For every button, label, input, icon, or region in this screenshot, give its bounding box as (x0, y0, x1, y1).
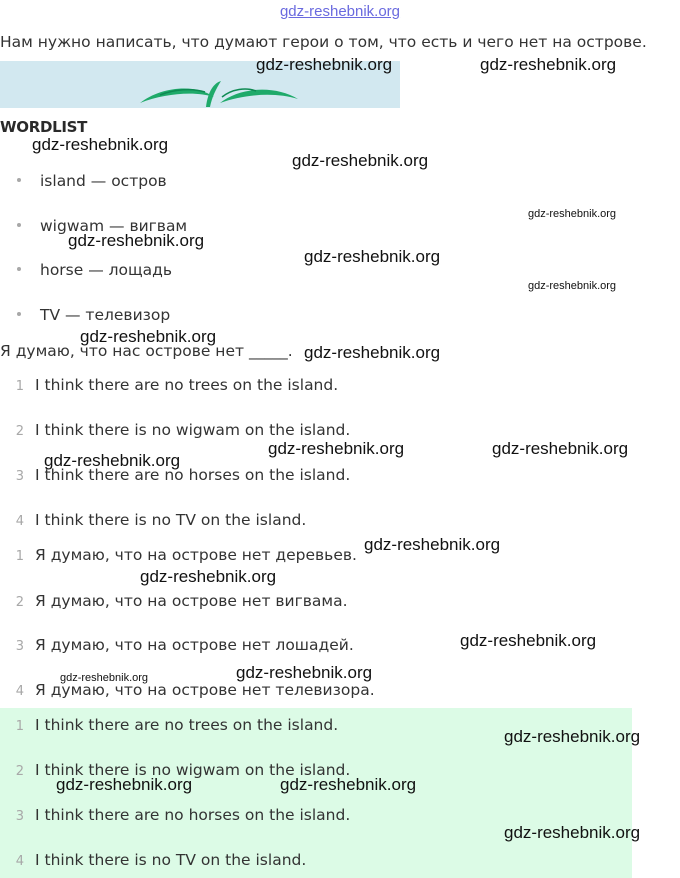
line-text: Я думаю, что на острове нет телевизора. (35, 681, 375, 699)
line-text: I think there is no wigwam on the island. (35, 421, 351, 439)
line-text: I think there is no TV on the island. (35, 511, 307, 529)
line-number: 1 (15, 549, 24, 564)
intro-text: Нам нужно написать, что думают герои о том, что есть и чего нет на острове. (0, 33, 647, 51)
watermark: gdz-reshebnik.org (256, 55, 393, 74)
wordlist-item (17, 172, 167, 194)
line-text: I think there are no trees on the island. (35, 376, 339, 394)
watermark: gdz-reshebnik.org (280, 775, 417, 794)
line-number: 4 (15, 514, 24, 529)
wordlist-item-text: horse — лощадь (40, 261, 172, 279)
watermark: gdz-reshebnik.org (32, 135, 169, 154)
line-number: 2 (15, 595, 24, 610)
russian-line (0, 636, 354, 658)
watermark: gdz-reshebnik.org (56, 775, 193, 794)
watermark: gdz-reshebnik.org (480, 55, 617, 74)
watermark: gdz-reshebnik.org (292, 151, 429, 170)
wordlist-heading: WORDLIST (0, 118, 88, 136)
line-number: 2 (15, 424, 24, 439)
line-text: I think there are no trees on the island. (35, 716, 339, 734)
watermark: gdz-reshebnik.org (528, 280, 617, 292)
line-text: I think there is no TV on the island. (35, 851, 307, 869)
wordlist-item-text: TV — телевизор (40, 306, 171, 324)
wordlist-item (17, 306, 170, 328)
line-text: Я думаю, что на острове нет лошадей. (35, 636, 354, 654)
wordlist-item-text: island — остров (40, 172, 167, 190)
line-text: I think there are no horses on the island. (35, 466, 351, 484)
watermark: gdz-reshebnik.org (68, 231, 205, 250)
answer-line (0, 806, 350, 828)
line-text: Я думаю, что на острове нет вигвама. (35, 592, 348, 610)
watermark: gdz-reshebnik.org (364, 535, 501, 554)
sentence-template: Я думаю, что нас острове нет _____. (0, 342, 293, 360)
bullet-icon (17, 178, 21, 182)
line-number: 3 (15, 639, 24, 654)
bullet-icon (17, 312, 21, 316)
line-number: 3 (15, 469, 24, 484)
line-number: 4 (15, 684, 24, 699)
bullet-icon (17, 223, 21, 227)
bullet-icon (17, 267, 21, 271)
watermark: gdz-reshebnik.org (80, 327, 217, 346)
line-text: I think there is no wigwam on the island. (35, 761, 351, 779)
line-text: I think there are no horses on the island. (35, 806, 351, 824)
russian-line (0, 592, 348, 614)
watermark: gdz-reshebnik.org (504, 823, 641, 842)
english-line (0, 376, 338, 398)
watermark: gdz-reshebnik.org (492, 439, 629, 458)
line-text: Я думаю, что на острове нет деревьев. (35, 546, 357, 564)
watermark: gdz-reshebnik.org (268, 439, 405, 458)
line-number: 1 (15, 719, 24, 734)
line-number: 2 (15, 764, 24, 779)
wordlist-item-text: wigwam — вигвам (40, 217, 188, 235)
watermark: gdz-reshebnik.org (304, 343, 441, 362)
russian-line (0, 546, 357, 568)
watermark: gdz-reshebnik.org (44, 451, 181, 470)
answer-line (0, 851, 306, 873)
site-link[interactable]: gdz-reshebnik.org (279, 3, 401, 20)
line-number: 4 (15, 854, 24, 869)
line-number: 1 (15, 379, 24, 394)
watermark: gdz-reshebnik.org (304, 247, 441, 266)
watermark: gdz-reshebnik.org (460, 631, 597, 650)
english-line (0, 511, 306, 533)
watermark: gdz-reshebnik.org (236, 663, 373, 682)
watermark: gdz-reshebnik.org (528, 208, 617, 220)
watermark: gdz-reshebnik.org (504, 727, 641, 746)
wordlist-item (17, 261, 172, 283)
answer-line (0, 716, 338, 738)
russian-line (0, 681, 375, 703)
line-number: 3 (15, 809, 24, 824)
watermark: gdz-reshebnik.org (140, 567, 277, 586)
watermark: gdz-reshebnik.org (60, 672, 149, 684)
